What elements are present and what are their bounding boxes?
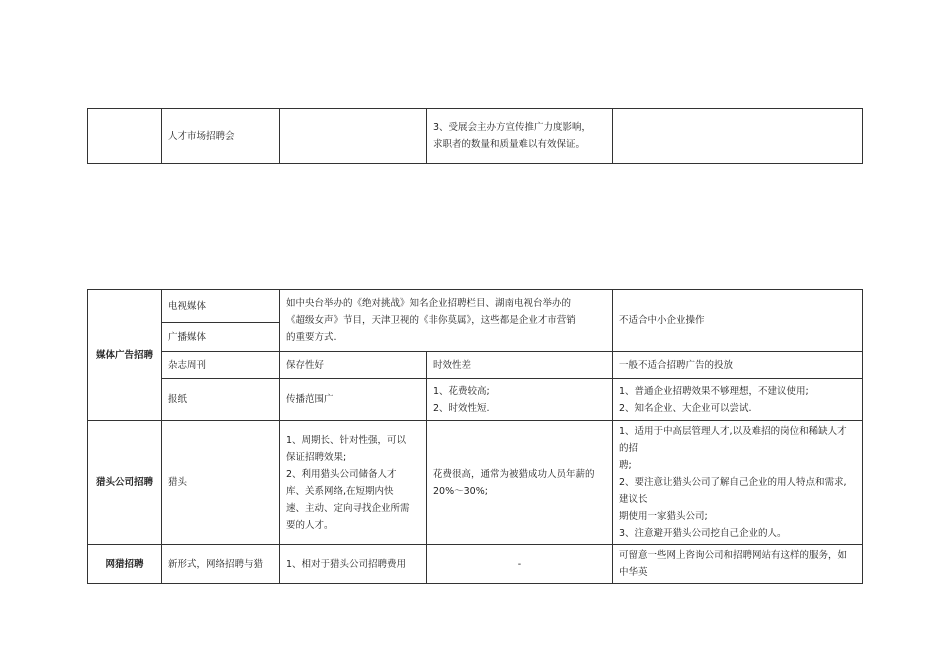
advantage-cell: 保存性好 [280, 352, 427, 379]
text-line: 求职者的数量和质量难以有效保证。 [433, 139, 586, 150]
channel-broadcast: 广播媒体 [162, 323, 280, 352]
table-row [88, 379, 863, 421]
text-line: 花费很高，通常为被猎成功人员年薪的 [433, 468, 595, 480]
text-line: 保证招聘效果; [286, 451, 347, 463]
channel-newspaper: 报纸 [162, 379, 280, 421]
text-line: 3、受展会主办方宣传推广力度影响， [433, 122, 592, 133]
text-line: 如中央台举办的《绝对挑战》知名企业招聘栏目、湖南电视台举办的 [286, 298, 572, 309]
table-row [88, 290, 863, 323]
advantage-cell [280, 109, 427, 164]
channel-cell: 人才市场招聘会 [162, 109, 280, 164]
disadvantage-cell [427, 109, 613, 164]
text-line: 1、周期长、针对性强，可以 [286, 434, 407, 446]
text-line: 2、要注意让猎头公司了解自己企业的用人特点和需求,建议长 [619, 477, 847, 505]
text-line: 速、主动、定向寻找企业所需 [286, 502, 410, 514]
tv-description-cell [280, 290, 613, 352]
text-line: 期使用一家猎头公司; [619, 511, 708, 522]
text-line: 2、利用猎头公司储备人才 [286, 468, 397, 480]
text-line: 2、时效性短. [433, 402, 490, 414]
text-line: 1、普通企业招聘效果不够理想，不建议使用; [619, 385, 809, 397]
category-media: 媒体广告招聘 [88, 290, 162, 421]
disadvantage-cell: - [427, 545, 613, 584]
channel-tv: 电视媒体 [162, 290, 280, 323]
recruitment-table-top [87, 108, 863, 164]
text-line: 1、花费较高; [433, 385, 490, 397]
text-line: 3、注意避开猎头公司挖自己企业的人。 [619, 528, 787, 539]
table-row [88, 109, 863, 164]
advantage-cell: 传播范围广 [280, 379, 427, 421]
note-cell: 一般不适合招聘广告的投放 [613, 352, 863, 379]
disadvantage-cell: 时效性差 [427, 352, 613, 379]
tv-note-cell: 不适合中小企业操作 [613, 290, 863, 352]
note-cell [613, 109, 863, 164]
text-line: 《超级女声》节目，天津卫视的《非你莫属》，这些都是企业才市营销 [286, 315, 576, 326]
category-cell [88, 109, 162, 164]
category-headhunter: 猎头公司招聘 [88, 421, 162, 545]
note-cell [613, 379, 863, 421]
text-line: 1、适用于中高层管理人才,以及难招的岗位和稀缺人才的招 [619, 426, 847, 454]
channel-headhunter: 猎头 [162, 421, 280, 545]
recruitment-table-main [87, 289, 863, 584]
channel-online: 新形式，网络招聘与猎 [162, 545, 280, 584]
table-row [88, 352, 863, 379]
text-line: 20%～30%; [433, 485, 488, 497]
note-cell [613, 421, 863, 545]
category-online: 网猎招聘 [88, 545, 162, 584]
advantage-cell: 1、相对于猎头公司招聘费用 [280, 545, 427, 584]
text-line: 要的人才。 [286, 519, 334, 531]
channel-magazine: 杂志周刊 [162, 352, 280, 379]
text-line: 的重要方式. [286, 332, 337, 343]
text-line: 聘; [619, 460, 632, 471]
table-row [88, 545, 863, 584]
text-line: 库、关系网络,在短期内快 [286, 485, 394, 497]
disadvantage-cell [427, 421, 613, 545]
disadvantage-cell [427, 379, 613, 421]
note-cell: 可留意一些网上咨询公司和招聘网站有这样的服务，如中华英 [613, 545, 863, 584]
table-row [88, 421, 863, 545]
text-line: 2、知名企业、大企业可以尝试. [619, 402, 752, 414]
advantage-cell [280, 421, 427, 545]
